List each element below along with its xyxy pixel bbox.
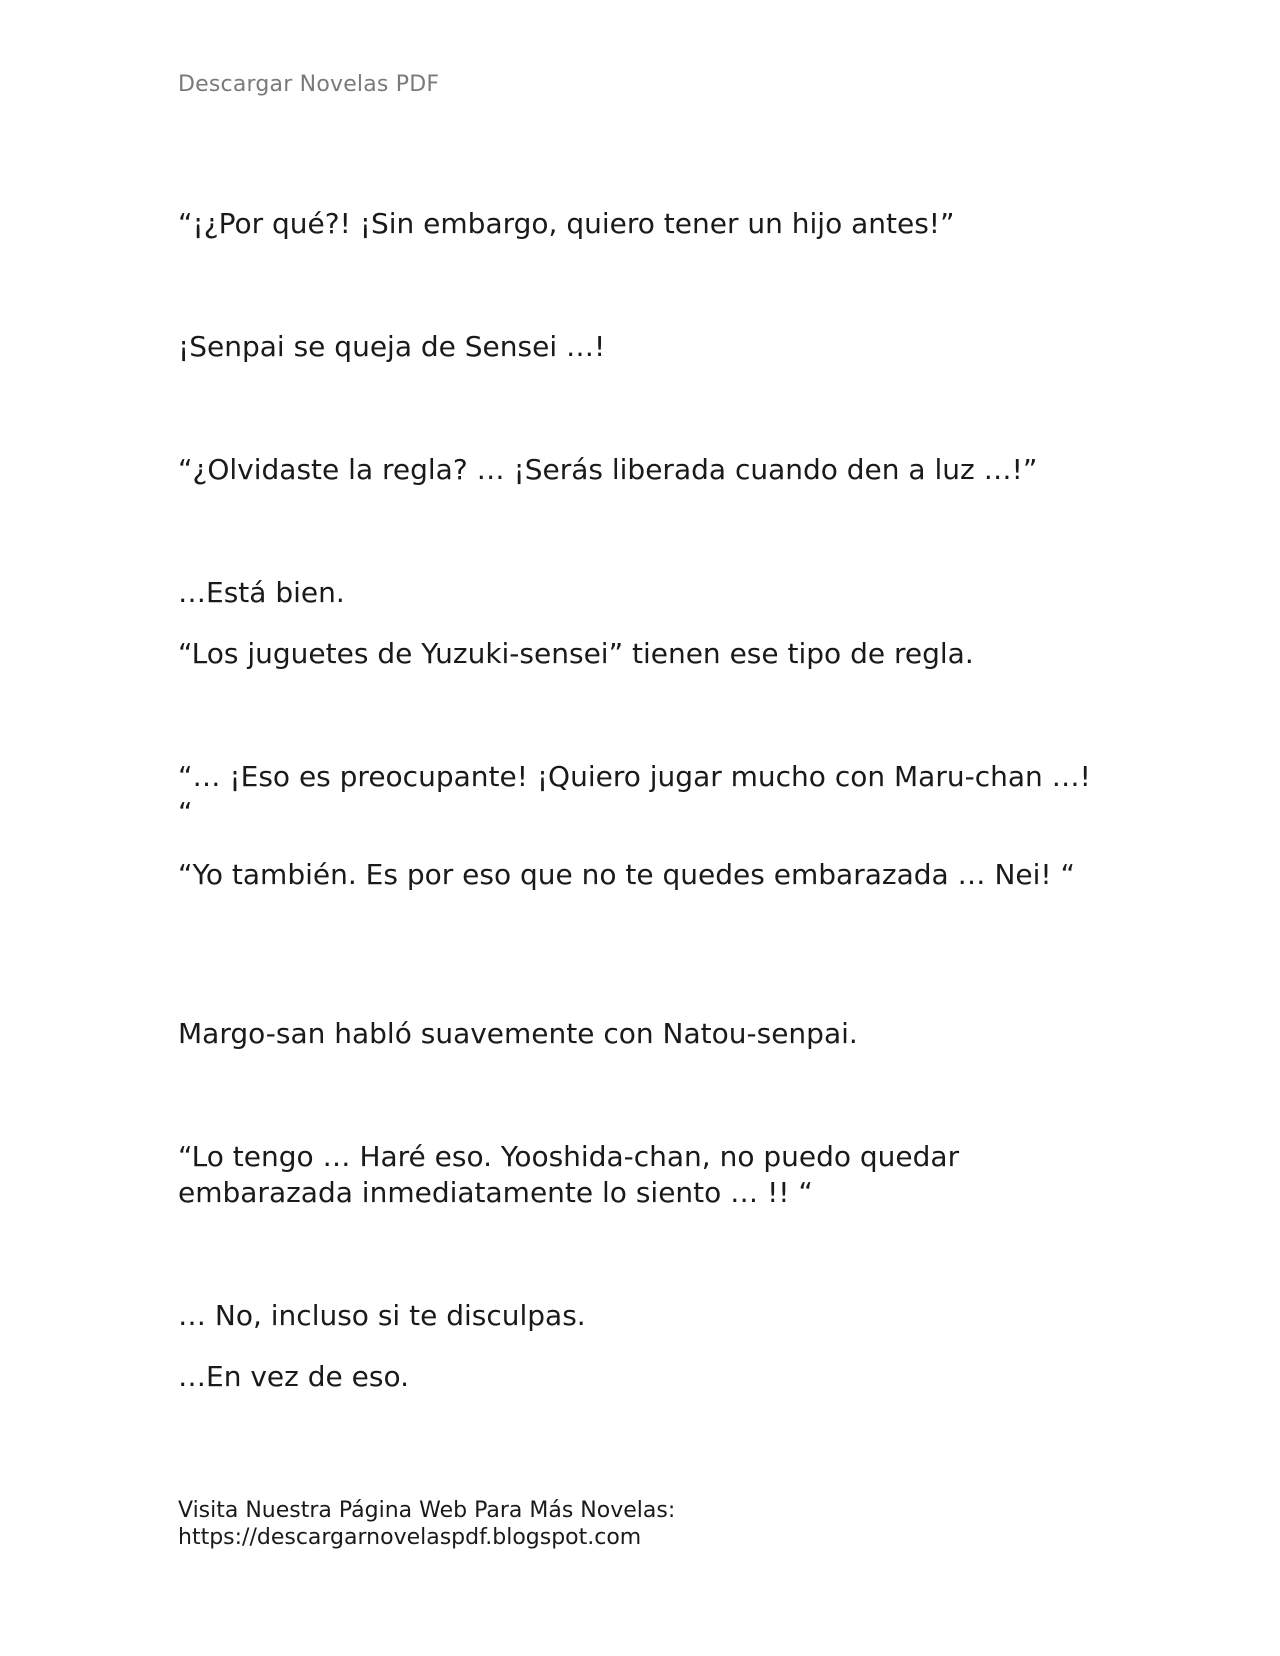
paragraph-5: “Los juguetes de Yuzuki-sensei” tienen ese tipo de regla. [178,637,974,670]
paragraph-2: ¡Senpai se queja de Sensei …! [178,330,606,363]
paragraph-10: … No, incluso si te disculpas. [178,1299,586,1332]
paragraph-11: …En vez de eso. [178,1360,409,1393]
page-footer [178,1497,675,1551]
paragraph-1: “¡¿Por qué?! ¡Sin embargo, quiero tener un hijo antes!” [178,207,955,240]
footer-promo-text: Visita Nuestra Página Web Para Más Novelas: [178,1498,676,1523]
paragraph-3: “¿Olvidaste la regla? … ¡Serás liberada cuando den a luz …!” [178,453,1038,486]
page-header: Descargar Novelas PDF [178,72,440,97]
paragraph-7: “Yo también. Es por eso que no te quedes embarazada … Nei! “ [178,858,1076,891]
paragraph-6: “… ¡Eso es preocupante! ¡Quiero jugar mucho con Maru-chan …! “ [178,760,1091,829]
paragraph-4: …Está bien. [178,576,345,609]
paragraph-8: Margo-san habló suavemente con Natou-senpai. [178,1017,858,1050]
footer-website-url: https://descargarnovelaspdf.blogspot.com [178,1525,642,1550]
paragraph-9: “Lo tengo … Haré eso. Yooshida-chan, no puedo quedar embarazada inmediatamente lo siento … !! “ [178,1140,960,1209]
